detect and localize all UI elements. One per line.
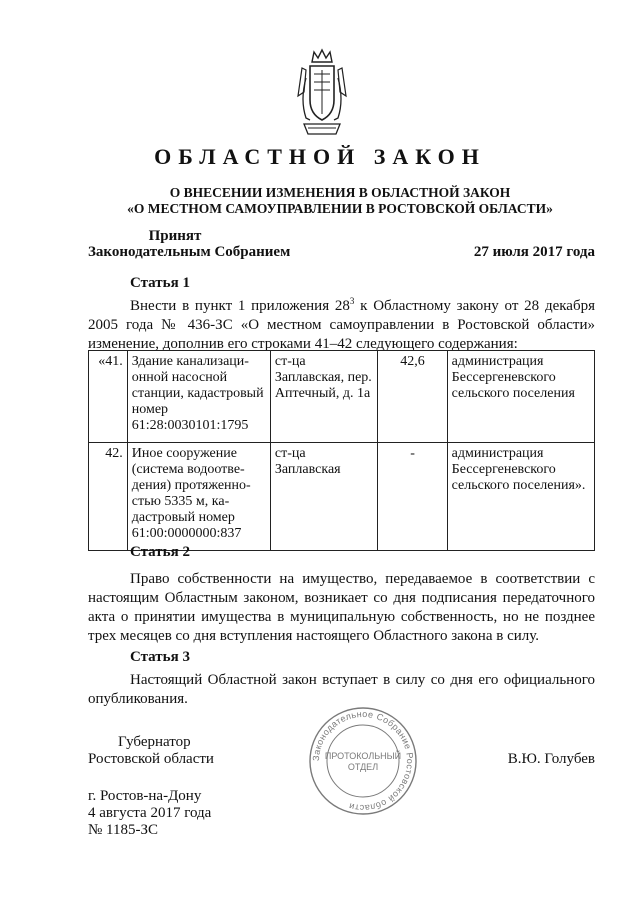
adopting-body: Законодательным Собранием [88, 244, 291, 260]
table-cell-name: Иное сооружение (система водоотведения) протяженностью 5335 м, кадастровый номер 61:00:0000000:837 [127, 443, 270, 551]
stamp-center-line-2: ОТДЕЛ [347, 762, 379, 772]
official-stamp [308, 706, 418, 816]
article-1-text [88, 292, 595, 354]
signatory-position-line-2: Ростовской области [88, 751, 214, 767]
subtitle-line-2: «О МЕСТНОМ САМОУПРАВЛЕНИИ В РОСТОВСКОЙ ОБЛАСТИ» [127, 201, 553, 216]
adoption-date: 27 июля 2017 года [473, 244, 595, 260]
table-cell-address: ст-ца Заплавская [270, 443, 378, 551]
table-cell-area: 42,6 [378, 351, 447, 443]
stamp-ring-text: Законодательное Собрание Ростовской области [310, 708, 416, 814]
table-row [89, 443, 595, 551]
table-cell-number: 42. [89, 443, 128, 551]
table-cell-area: - [378, 443, 447, 551]
article-3-heading: Статья 3 [130, 649, 190, 665]
article-2-text: Право собственности на имущество, передаваемое в соответствии с настоящим Областным законом, возникает со дня подписания передаточного акта о принятии имущества в муниципальную собственность, но не позднее трех месяцев со дня вступления настоящего Областного закона в силу. [88, 571, 595, 644]
signatory-name: В.Ю. Голубев [507, 751, 595, 767]
footer-city: г. Ростов-на-Дону [88, 788, 202, 804]
table-cell-owner: администрация Бессергеневского сельского поселения». [447, 443, 594, 551]
stamp-center-line-1: ПРОТОКОЛЬНЫЙ [324, 751, 402, 761]
property-table [88, 350, 595, 551]
table-cell-address: ст-ца Заплавская, пер. Аптечный, д. 1а [270, 351, 378, 443]
adoption-label: Принят [148, 228, 202, 244]
article-1-heading: Статья 1 [130, 275, 190, 291]
footer-date: 4 августа 2017 года [88, 805, 212, 821]
article-1-text-part-1: Внести в пункт 1 приложения 28 [130, 298, 350, 314]
subtitle-line-1: О ВНЕСЕНИИ ИЗМЕНЕНИЯ В ОБЛАСТНОЙ ЗАКОН [169, 185, 511, 200]
table-cell-owner: администрация Бессергеневского сельского поселения [447, 351, 594, 443]
table-cell-name: Здание канализационной насосной станции, кадастровый номер 61:28:0030101:1795 [127, 351, 270, 443]
table-row [89, 351, 595, 443]
coat-of-arms-emblem-icon [296, 48, 348, 144]
footer-number: № 1185-ЗС [88, 822, 159, 838]
article-2-heading: Статья 2 [130, 544, 190, 560]
document-title: ОБЛАСТНОЙ ЗАКОН [154, 144, 486, 169]
article-1-superscript: 3 [349, 296, 355, 306]
table-cell-number: «41. [89, 351, 128, 443]
signatory-position-line-1: Губернатор [118, 734, 191, 750]
article-3-text: Настоящий Областной закон вступает в силу со дня его официального опубликования. [88, 672, 595, 707]
article-1-text-part-2: к Областному закону от 28 декабря 2005 года № 436-ЗС «О местном самоуправлении в Ростовской области» изменение, дополнив его строками 41–42 следующего содержания: [88, 298, 595, 352]
